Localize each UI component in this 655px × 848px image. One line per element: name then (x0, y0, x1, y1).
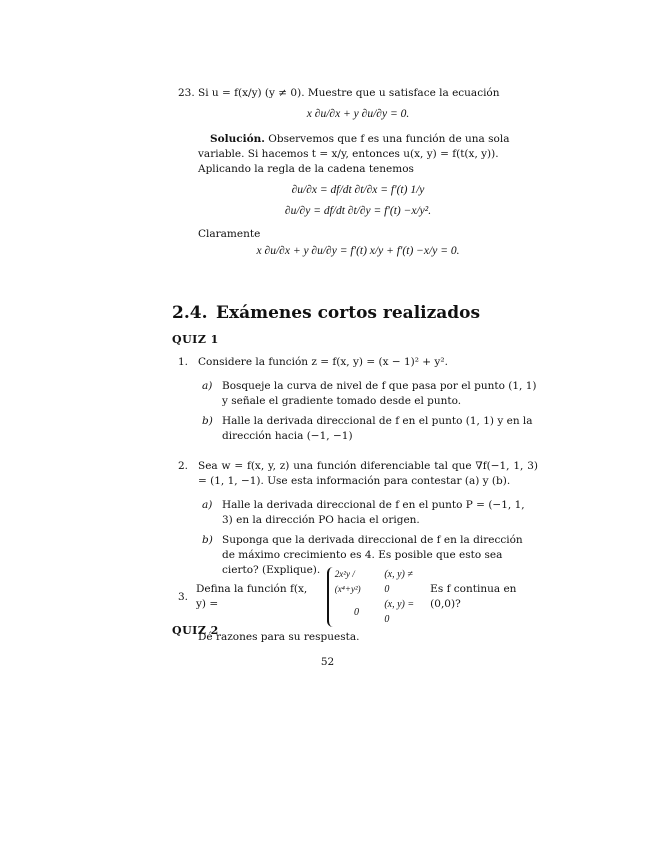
quiz2-heading: QUIZ 2 (172, 624, 219, 637)
part-label: b) (202, 534, 213, 546)
q1-statement (178, 355, 538, 370)
page-number: 52 (320, 656, 335, 668)
statement-text: Si u = f(x/y) (y ≠ 0). Muestre que u satisface la ecuación (198, 87, 500, 99)
q2-statement (178, 459, 538, 489)
equation-text: x ∂u/∂x + y ∂u/∂y = 0. (306, 108, 410, 120)
question-text: Considere la función z = f(x, y) = (x − 1)² + y². (198, 356, 448, 368)
question-text-before: Defina la función f(x, y) = (195, 583, 308, 610)
question-text: Sea w = f(x, y, z) una función diferenciable tal que ∇f(−1, 1, 3) = (1, 1, −1). Use esta información para contestar (a) y (b). (198, 460, 538, 487)
problem-23-statement (178, 86, 538, 101)
question-text-last: Dé razones para su respuesta. (198, 631, 360, 643)
question-number: 2. (178, 460, 189, 472)
final-equation (178, 244, 538, 259)
derivative-line-2 (178, 204, 538, 219)
case1-expression: 2x²y / (x⁴+y²) (334, 569, 361, 594)
quiz1-heading: QUIZ 1 (172, 333, 219, 346)
solution-text: Observemos que f es una función de una sola variable. Si hacemos t = x/y, entonces u(x, y) = f(t(x, y)). Aplicando la regla de la cadena tenemos (198, 133, 510, 175)
derivative-y: ∂u/∂y = df/dt ∂t/∂y = f′(t) −x/y². (284, 205, 432, 217)
final-equation-text: x ∂u/∂x + y ∂u/∂y = f′(t) x/y + f′(t) −x/y = 0. (256, 245, 460, 257)
problem-number: 23. (178, 87, 195, 99)
part-text: Halle la derivada direccional de f en el punto (1, 1) y en la dirección hacia (−1, −1) (222, 415, 533, 442)
quiz1-question-3 (178, 567, 538, 645)
quiz1-question-1 (178, 355, 538, 444)
section-title-text: Exámenes cortos realizados (216, 303, 481, 323)
q1-part-a (202, 379, 538, 409)
question-number: 1. (178, 356, 189, 368)
part-text: Halle la derivada direccional de f en el punto P = (−1, 1, 3) en la dirección PO hacia el origen. (222, 499, 525, 526)
part-label: a) (202, 380, 213, 392)
solution-label: Solución. (210, 133, 265, 145)
quiz1-question-2 (178, 459, 538, 578)
section-number: 2.4. (172, 303, 208, 323)
q3-last-line (198, 630, 538, 645)
piecewise-cases (327, 567, 422, 627)
claramente-line (198, 227, 538, 242)
q3-statement (178, 567, 538, 627)
problem-23 (178, 86, 538, 259)
part-label: a) (202, 499, 213, 511)
claramente-text: Claramente (198, 228, 261, 240)
section-title (172, 303, 480, 323)
q1-part-b (202, 414, 538, 444)
part-text: Bosqueje la curva de nivel de f que pasa por el punto (1, 1) y señale el gradiente tomado desde el punto. (222, 380, 537, 407)
question-text-after: Es f continua en (0,0)? (430, 583, 517, 610)
question-number: 3. (178, 590, 189, 603)
q2-part-a (202, 498, 538, 528)
case1-condition: (x, y) ≠ 0 (384, 569, 413, 595)
derivative-line-1 (178, 183, 538, 198)
case2-condition: (x, y) = 0 (384, 599, 415, 625)
part-label: b) (202, 415, 213, 427)
part-text: Suponga que la derivada direccional de f en la dirección de máximo crecimiento es 4. Es posible que esto sea cierto? (Explique). (222, 534, 523, 576)
derivative-x: ∂u/∂x = df/dt ∂t/∂x = f′(t) 1/y (291, 184, 425, 196)
case2-expression: 0 (354, 606, 360, 618)
solution-paragraph (198, 132, 538, 177)
display-equation (178, 107, 538, 122)
